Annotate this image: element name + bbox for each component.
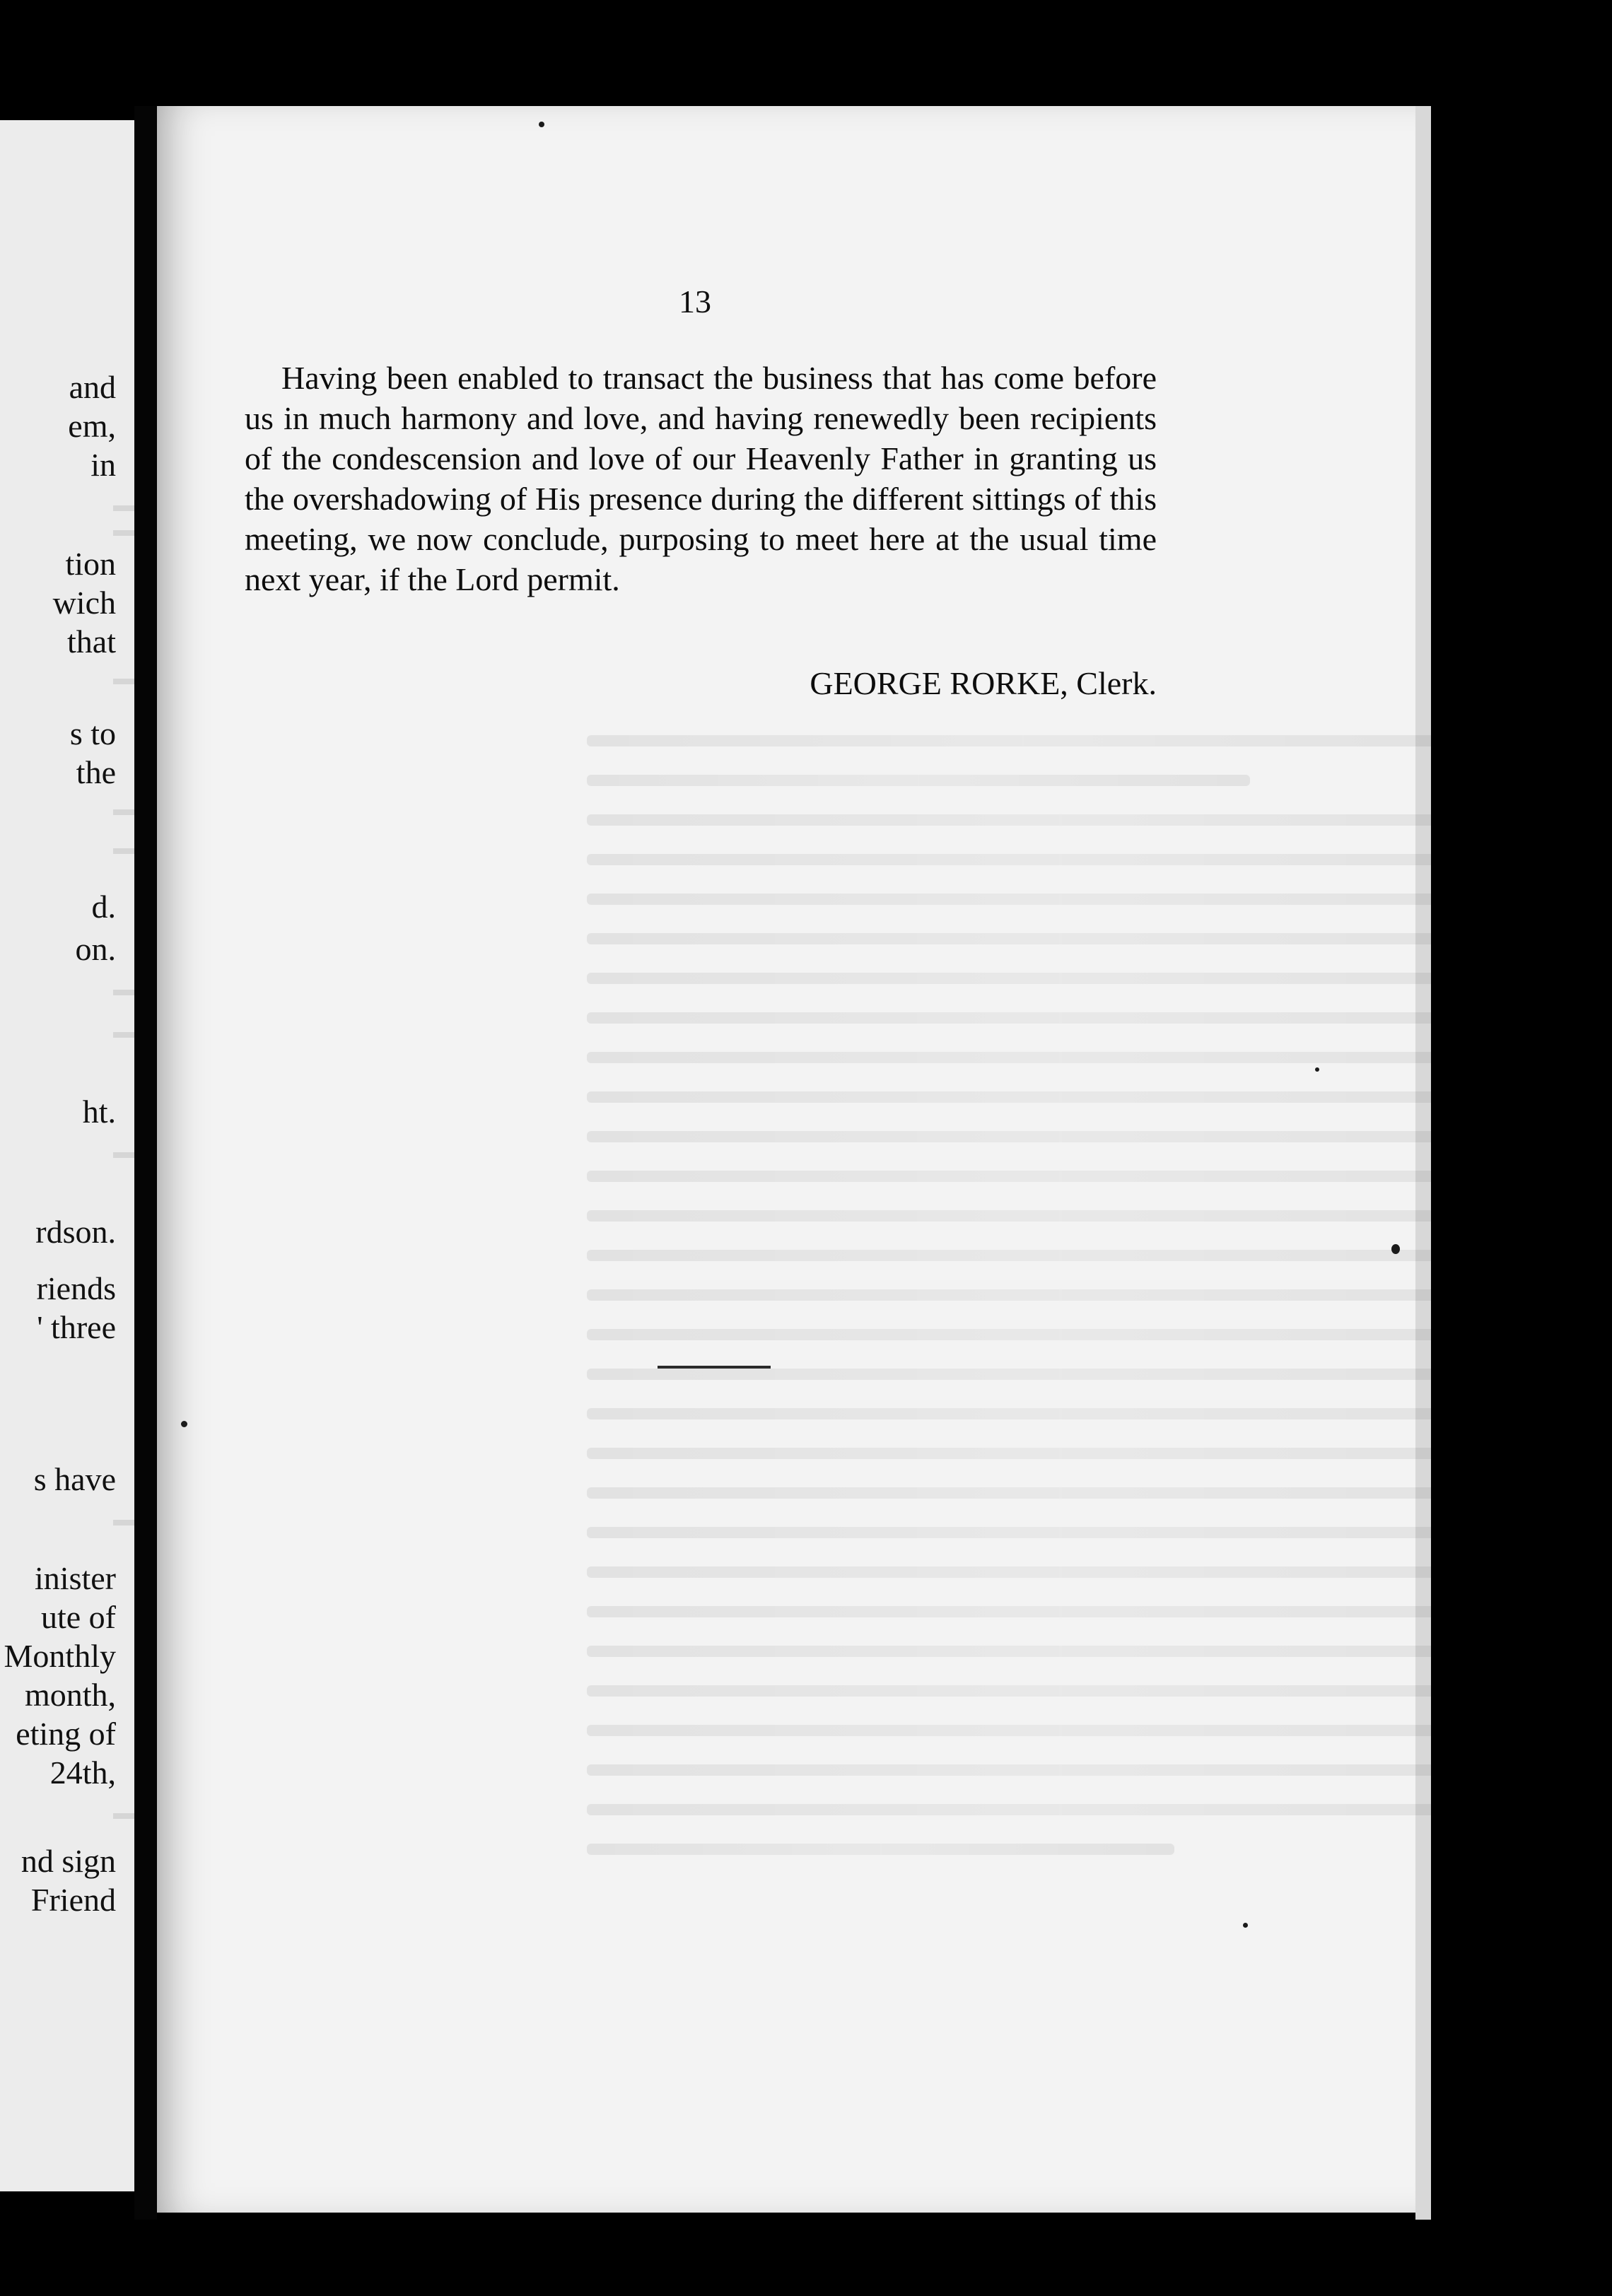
bleed-through-text [587, 735, 1534, 1930]
left-page-text: Friend [30, 1882, 116, 1918]
dust-speck [1315, 1067, 1319, 1072]
left-page-text: in [90, 447, 116, 483]
left-page-text: nd sign [21, 1843, 116, 1879]
left-page-text: riends [36, 1270, 116, 1306]
left-page-text: on. [75, 931, 116, 967]
signature: GEORGE RORKE, Clerk. [810, 665, 1157, 701]
page-number: 13 [679, 283, 711, 320]
previous-page-edge [0, 120, 134, 2191]
left-page-text: em, [68, 408, 116, 444]
left-page-text: ute of [40, 1599, 116, 1635]
left-page-text: month, [24, 1677, 116, 1713]
left-page-text: the [76, 754, 116, 790]
body-paragraph: Having been enabled to transact the business that has come before us in much harmony and love, and having renewedly been recipients of the condescension and love of our Heavenly Father in granting us the overshadowing of His presence during the different sittings of this meeting, we now conclude, purposing to meet here at the usual time next year, if the Lord permit. [245, 360, 1157, 597]
left-page-text: Monthly [4, 1638, 116, 1674]
left-page-text: s have [33, 1461, 116, 1497]
left-page-text: 24th, [49, 1755, 116, 1791]
dust-speck [539, 122, 544, 127]
bleed-through-rule [658, 1366, 771, 1369]
left-page-text: and [69, 369, 116, 405]
dust-speck [1391, 1244, 1400, 1254]
left-page-text: wich [52, 585, 116, 621]
left-page-text: that [67, 623, 116, 660]
left-page-text: inister [35, 1560, 116, 1596]
left-page-text: d. [91, 889, 116, 925]
left-page-text: s to [69, 715, 116, 751]
left-page-text: ht. [82, 1094, 116, 1130]
dust-speck [1243, 1923, 1248, 1928]
left-page-text: eting of [16, 1716, 116, 1752]
left-page-text: rdson. [35, 1214, 116, 1250]
book-spine-gutter [134, 106, 157, 2220]
left-page-text: ' three [37, 1309, 116, 1345]
dust-speck [181, 1421, 187, 1427]
left-page-text: tion [65, 546, 116, 582]
